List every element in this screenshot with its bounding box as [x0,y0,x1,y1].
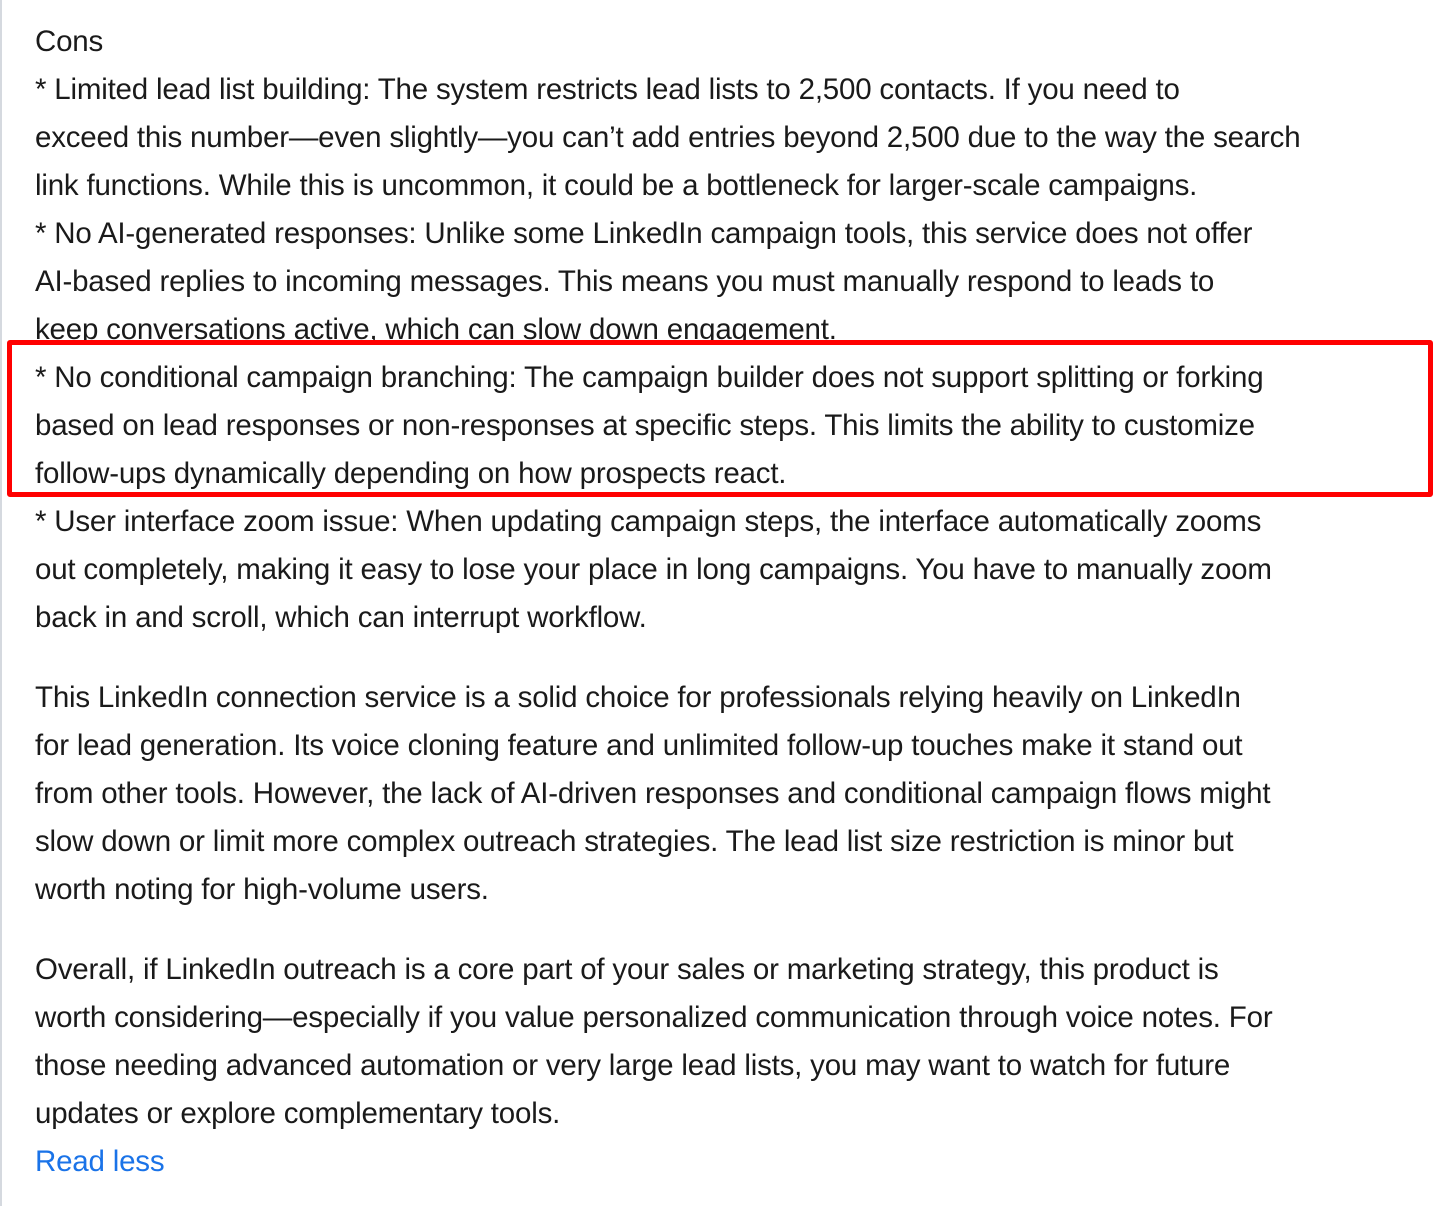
con-item-line: link functions. While this is uncommon, it could be a bottleneck for larger-scale campaigns. [35,169,1198,202]
cons-heading: Cons [35,25,104,58]
con-item-line: follow-ups dynamically depending on how prospects react. [35,457,787,490]
con-item-line: based on lead responses or non-responses at specific steps. This limits the ability to customize [35,409,1255,442]
summary-line: This LinkedIn connection service is a solid choice for professionals relying heavily on LinkedIn [35,681,1241,714]
summary-paragraph [35,674,1420,914]
paragraph-spacer [35,914,1420,946]
con-item-zoom-issue [35,498,1420,642]
conclusion-line: Overall, if LinkedIn outreach is a core part of your sales or marketing strategy, this product is [35,953,1219,986]
con-item-lead-list [35,66,1420,210]
con-item-line: * User interface zoom issue: When updating campaign steps, the interface automatically zooms [35,505,1262,538]
con-item-line: out completely, making it easy to lose your place in long campaigns. You have to manually zoom [35,553,1272,586]
conclusion-line: those needing advanced automation or very large lead lists, you may want to watch for future [35,1049,1231,1082]
summary-line: for lead generation. Its voice cloning feature and unlimited follow-up touches make it stand out [35,729,1243,762]
con-item-line: AI-based replies to incoming messages. This means you must manually respond to leads to [35,265,1215,298]
cons-section [35,18,1420,642]
con-item-line: * No AI-generated responses: Unlike some LinkedIn campaign tools, this service does not offer [35,217,1253,250]
con-item-line: keep conversations active, which can slow down engagement. [35,313,837,346]
summary-line: slow down or limit more complex outreach strategies. The lead list size restriction is minor but [35,825,1234,858]
con-item-conditional-branching [35,354,1420,498]
con-item-ai-responses [35,210,1420,354]
con-item-line: exceed this number—even slightly—you can’t add entries beyond 2,500 due to the way the search [35,121,1301,154]
conclusion-line: worth considering—especially if you value personalized communication through voice notes. For [35,1001,1273,1034]
summary-line: worth noting for high-volume users. [35,873,489,906]
paragraph-spacer [35,642,1420,674]
con-item-line: * Limited lead list building: The system restricts lead lists to 2,500 contacts. If you need to [35,73,1180,106]
con-item-line: * No conditional campaign branching: The campaign builder does not support splitting or forking [35,361,1264,394]
read-less-link[interactable]: Read less [35,1145,165,1178]
summary-line: from other tools. However, the lack of AI-driven responses and conditional campaign flows might [35,777,1271,810]
review-body [35,18,1420,1186]
con-item-line: back in and scroll, which can interrupt workflow. [35,601,647,634]
conclusion-line: updates or explore complementary tools. [35,1097,561,1130]
conclusion-paragraph [35,946,1420,1138]
